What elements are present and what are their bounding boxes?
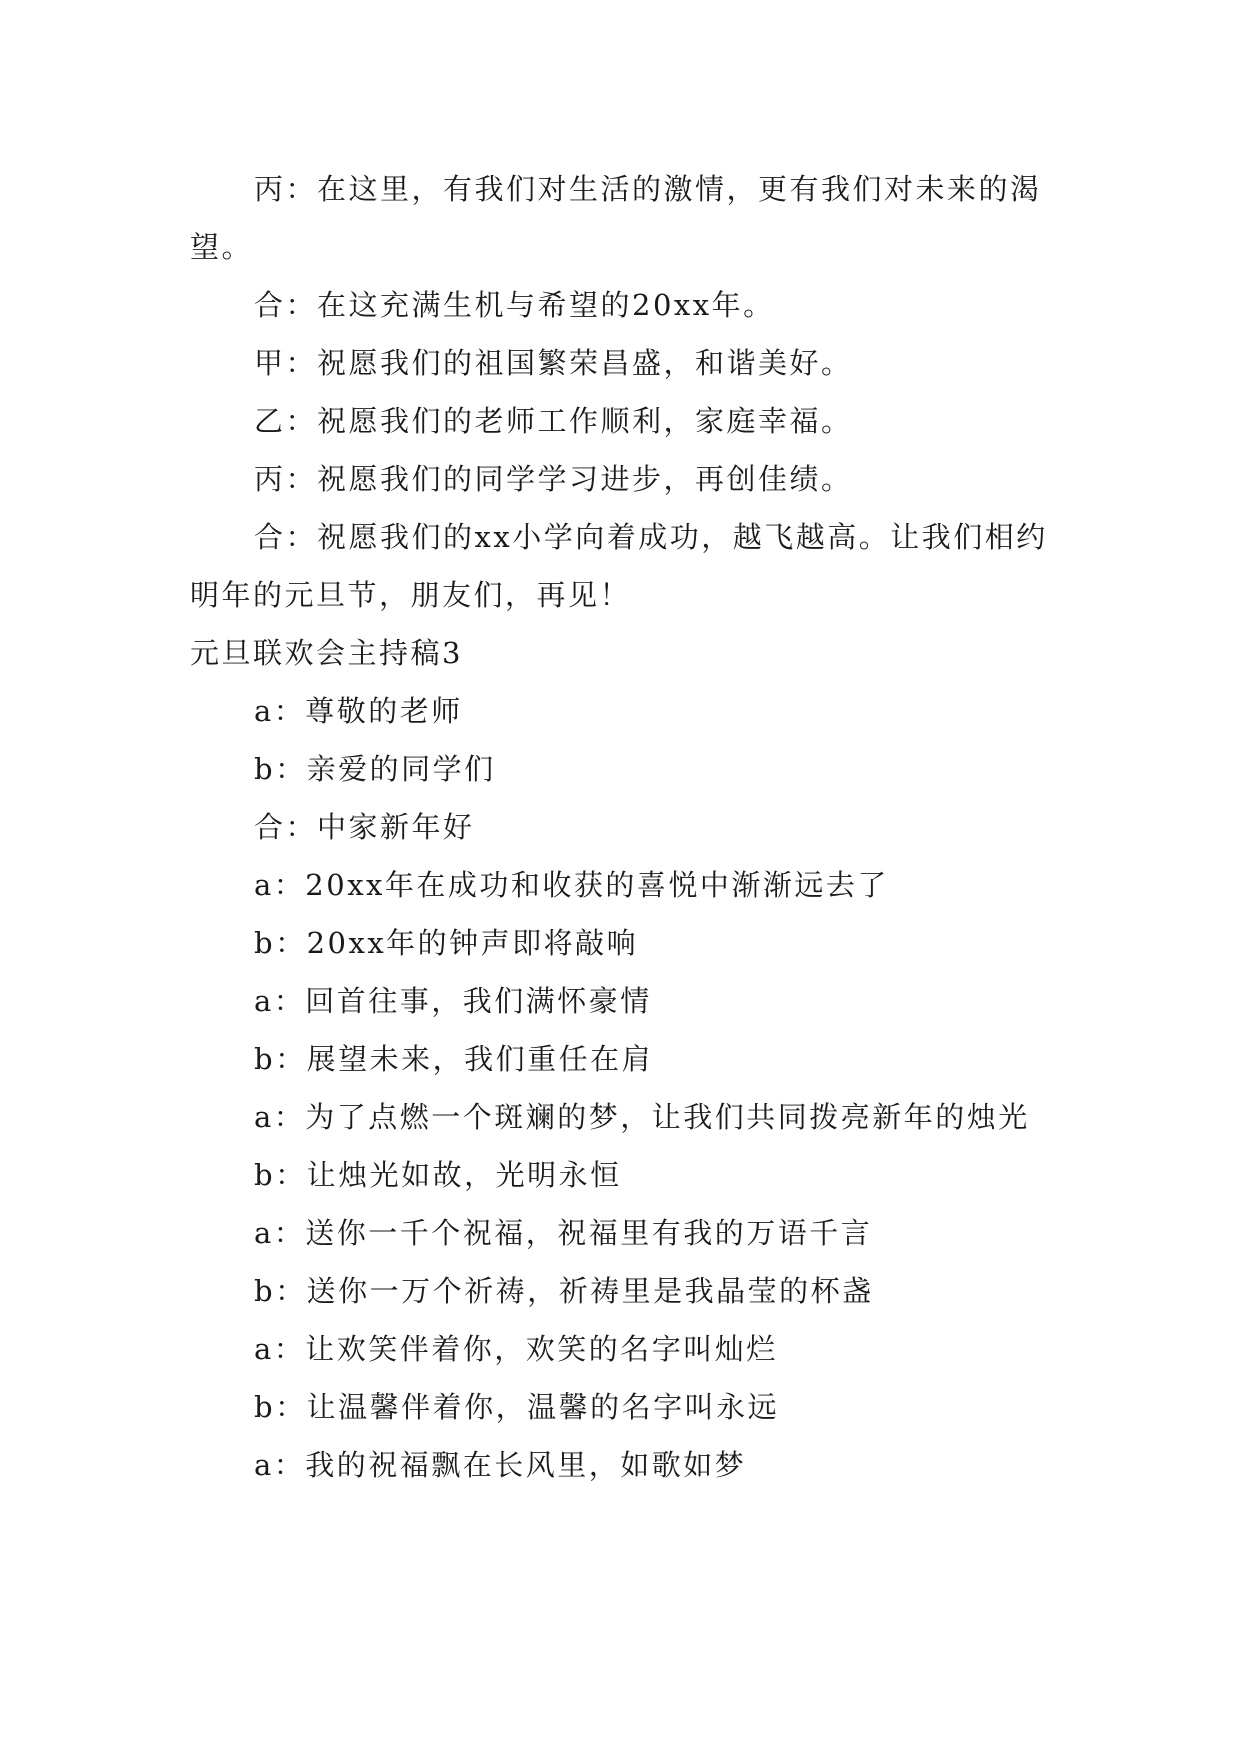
paragraph: a：让欢笑伴着你，欢笑的名字叫灿烂 — [254, 1332, 778, 1366]
paragraph: 合：中家新年好 — [254, 810, 475, 844]
paragraph: a：为了点燃一个斑斓的梦，让我们共同拨亮新年的烛光 — [254, 1100, 1030, 1134]
paragraph: 丙：在这里，有我们对生活的激情，更有我们对未来的渴望。 — [190, 172, 1042, 264]
paragraph: b：让温馨伴着你，温馨的名字叫永远 — [254, 1390, 780, 1424]
paragraph: b：展望未来，我们重任在肩 — [254, 1042, 654, 1076]
paragraph: 甲：祝愿我们的祖国繁荣昌盛，和谐美好。 — [254, 346, 853, 380]
paragraph: a：回首往事，我们满怀豪情 — [254, 984, 652, 1018]
paragraph: a：20xx年在成功和收获的喜悦中渐渐远去了 — [254, 868, 889, 902]
paragraph: b：让烛光如故，光明永恒 — [254, 1158, 622, 1192]
paragraph: 乙：祝愿我们的老师工作顺利，家庭幸福。 — [254, 404, 853, 438]
paragraph: 丙：祝愿我们的同学学习进步，再创佳绩。 — [254, 462, 853, 496]
document-body — [190, 160, 1060, 1494]
section-heading: 元旦联欢会主持稿3 — [190, 636, 463, 670]
paragraph: 合：在这充满生机与希望的20xx年。 — [254, 288, 775, 322]
paragraph: a：送你一千个祝福，祝福里有我的万语千言 — [254, 1216, 873, 1250]
paragraph: 合：祝愿我们的xx小学向着成功，越飞越高。让我们相约明年的元旦节，朋友们，再见！ — [190, 520, 1048, 612]
paragraph: b：送你一万个祈祷，祈祷里是我晶莹的杯盏 — [254, 1274, 874, 1308]
paragraph: a：我的祝福飘在长风里，如歌如梦 — [254, 1448, 747, 1482]
paragraph: b：亲爱的同学们 — [254, 752, 496, 786]
paragraph: b：20xx年的钟声即将敲响 — [254, 926, 639, 960]
paragraph: a：尊敬的老师 — [254, 694, 463, 728]
